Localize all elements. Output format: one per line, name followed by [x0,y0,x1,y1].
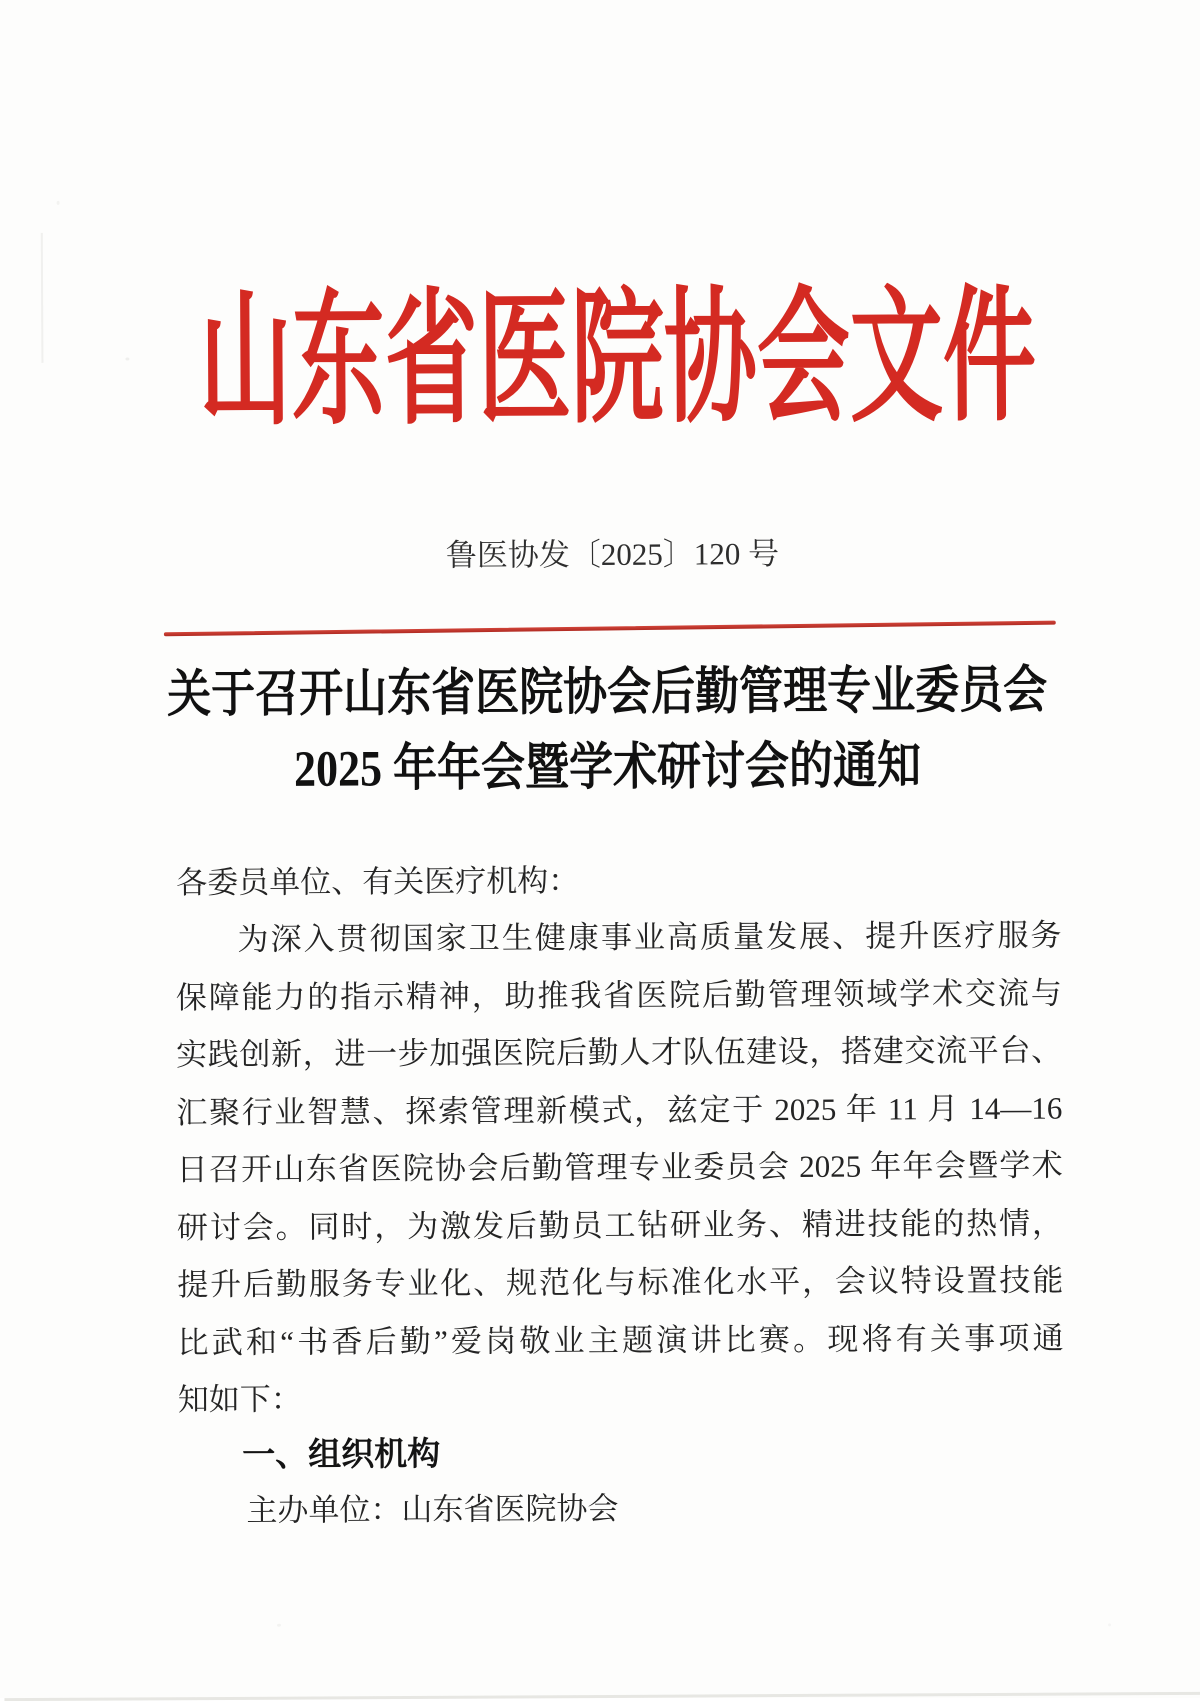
body-line-3: 实践创新，进一步加强医院后勤人才队伍建设，搭建交流平台、 [175,1032,1063,1073]
red-divider-line [164,621,1056,637]
body-line-6: 研讨会。同时，为激发后勤员工钻研业务、精进技能的热情， [176,1205,1064,1246]
scan-speck [57,201,60,205]
organizer-line: 主办单位：山东省医院协会 [246,1490,619,1528]
salutation-line: 各委员单位、有关医疗机构： [176,863,580,901]
scan-speck [1108,1623,1111,1626]
body-line-9: 知如下： [177,1381,302,1418]
scan-speck [125,357,129,360]
body-line-2: 保障能力的指示精神，助推我省医院后勤管理领域学术交流与 [175,975,1062,1016]
body-line-1: 为深入贯彻国家卫生健康事业高质量发展、提升医疗服务 [237,917,1062,957]
notice-title-line-2: 2025 年年会暨学术研讨会的通知 [293,737,922,798]
notice-title-line-1: 关于召开山东省医院协会后勤管理专业委员会 [167,661,1048,724]
section-heading-organization: 一、组织机构 [242,1434,441,1473]
body-line-8: 比武和“书香后勤”爱岗敬业主题演讲比赛。现将有关事项通 [177,1320,1064,1361]
scan-edge-artifact [41,233,44,363]
body-line-7: 提升后勤服务专业化、规范化与标准化水平，会议特设置技能 [177,1262,1064,1303]
body-line-4: 汇聚行业智慧、探索管理新模式，兹定于 2025 年 11 月 14—16 [176,1090,1063,1131]
document-number: 鲁医协发〔2025〕120 号 [445,536,780,573]
scan-speck [277,1624,281,1627]
body-line-5: 日召开山东省医院协会后勤管理专业委员会 2025 年年会暨学术 [176,1147,1063,1188]
masthead-org-title: 山东省医院协会文件 [198,277,1037,444]
scan-bottom-edge [4,1692,1200,1701]
